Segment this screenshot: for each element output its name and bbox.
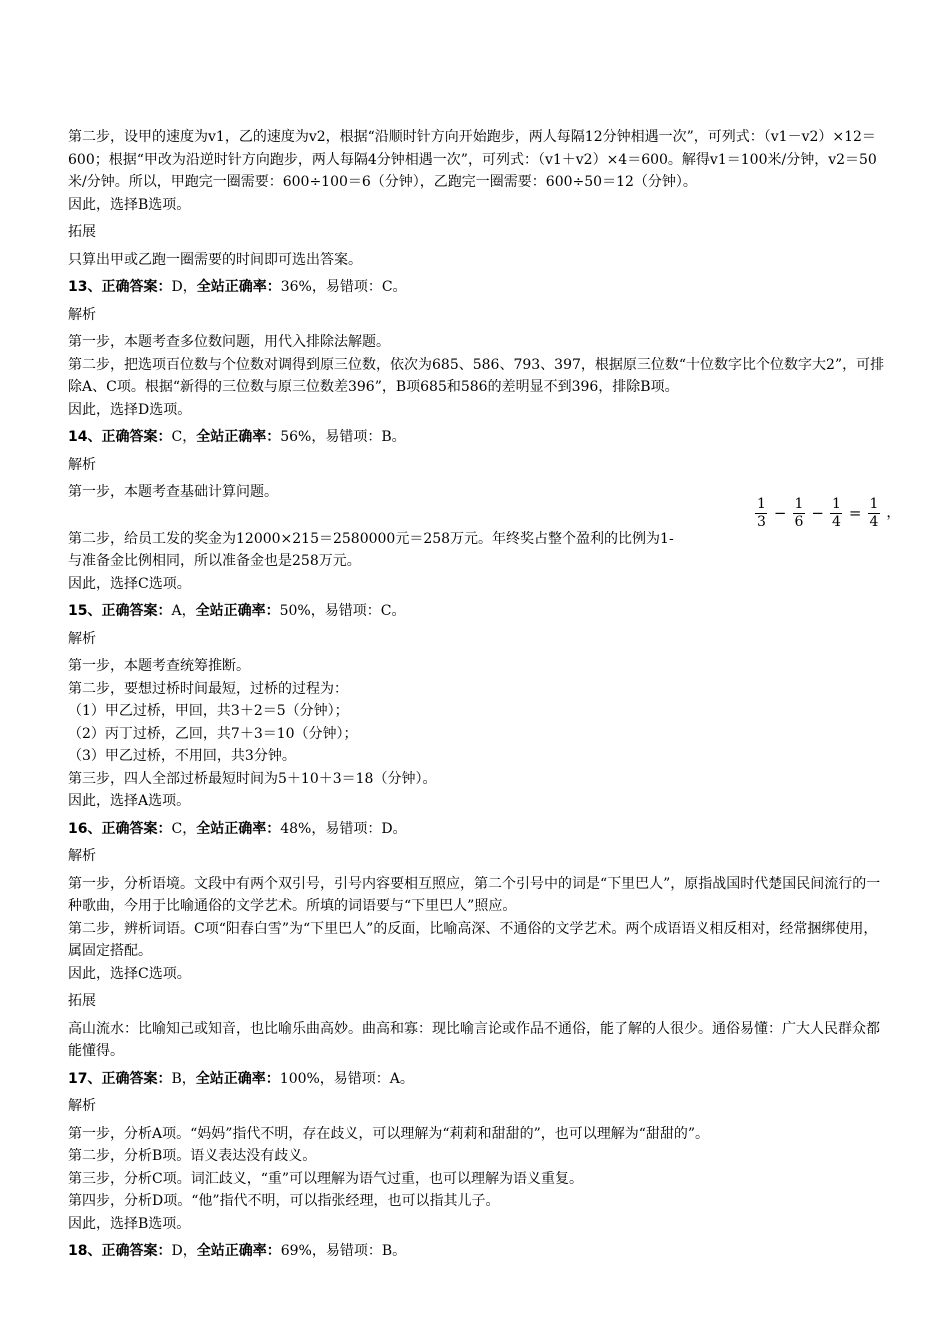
answer-line-17 [68, 1068, 886, 1091]
section-heading: 拓展 [68, 224, 96, 240]
paragraph: 因此，选择C选项。 [68, 965, 191, 982]
answer-value: B， [171, 1070, 196, 1087]
rate-label: 全站正确率： [196, 1243, 281, 1259]
paragraph: （2）丙丁过桥，乙回，共7＋3＝10（分钟）； [68, 725, 358, 742]
fraction: $\frac{1}{6}$ [794, 495, 804, 530]
answer-line-18 [68, 1240, 886, 1263]
operator: − [811, 503, 824, 522]
paragraph: 第一步，分析A项。“妈妈”指代不明，存在歧义，可以理解为“莉莉和甜甜的”，也可以理解为“甜甜的”。 [68, 1125, 710, 1142]
answer-label: 正确答案： [101, 1243, 172, 1259]
fraction-expression [755, 496, 900, 531]
rate-label: 全站正确率： [195, 1070, 280, 1087]
paragraph: 高山流水：比喻知己或知音，也比喻乐曲高妙。曲高和寡：现比喻言论或作品不通俗，能了解的人很少。通俗易懂：广大人民群众都能懂得。 [68, 1020, 880, 1059]
answer-value: C， [171, 429, 197, 445]
operator: − [773, 503, 787, 522]
paragraph: 第二步，设甲的速度为v1，乙的速度为v2，根据“沿顺时针方向开始跑步，两人每隔12分钟相遇一次”，可列式：（v1－v2）×12＝600；根据“甲改为沿逆时针方向跑步，两人每隔4分钟相遇一次”，可列式：（v1＋v2）×4＝600。解得v1＝100米/分钟，v2＝50米/分钟。所以，甲跑完一圈需要：600÷100＝6（分钟），乙跑完一圈需要：600÷50＝12（分钟）。 [68, 129, 877, 190]
paragraph: 只算出甲或乙跑一圈需要的时间即可选出答案。 [68, 251, 362, 268]
rate-value: 69%，易错项：B。 [280, 1243, 407, 1259]
paragraph: 第三步，四人全部过桥最短时间为5＋10＋3＝18（分钟）。 [68, 770, 437, 787]
section-heading: 解析 [68, 1098, 96, 1114]
paragraph: 第二步，分析B项。语义表达没有歧义。 [68, 1148, 317, 1164]
paragraph: 因此，选择A选项。 [68, 793, 191, 809]
paragraph: 第一步，本题考查基础计算问题。 [68, 484, 278, 500]
document-body [68, 126, 901, 1263]
paragraph: 第一步，本题考查统筹推断。 [68, 658, 250, 674]
answer-value: D， [171, 279, 197, 295]
paragraph: 与准备金比例相同，所以准备金也是258万元。 [68, 553, 361, 569]
paragraph: 第二步，辨析词语。C项“阳春白雪”为“下里巴人”的反面，比喻高深、不通俗的文学艺术。两个成语语义相反相对，经常捆绑使用，属固定搭配。 [68, 920, 878, 959]
paragraph: （1）甲乙过桥，甲回，共3＋2＝5（分钟）； [68, 703, 349, 719]
section-heading: 拓展 [68, 993, 96, 1009]
section-heading: 解析 [68, 456, 96, 473]
paragraph: 第一步，分析语境。文段中有两个双引号，引号内容要相互照应，第二个引号中的词是“下里巴人”，原指战国时代楚国民间流行的一种歌曲，今用于比喻通俗的文学艺术。所填的词语要与“下里巴人”照应。 [68, 875, 881, 914]
formula-line [68, 495, 901, 551]
fraction: $\frac{1}{4}$ [869, 495, 879, 530]
answer-label: 正确答案： [101, 1070, 172, 1087]
section-heading: 解析 [68, 630, 96, 647]
rate-label: 全站正确率： [196, 429, 281, 445]
question-number: 14、 [68, 429, 102, 445]
paragraph: 第二步，给员工发的奖金为12000×215＝2580000元＝258万元。年终奖占整个盈利的比例为1- [68, 530, 674, 547]
answer-label: 正确答案： [101, 820, 172, 837]
answer-value: D， [171, 1243, 197, 1259]
rate-value: 50%，易错项：C。 [279, 603, 406, 619]
answer-line-16 [68, 818, 886, 841]
paragraph: 第一步，本题考查多位数问题，用代入排除法解题。 [68, 334, 390, 350]
answer-label: 正确答案： [101, 279, 172, 295]
section-heading: 解析 [68, 848, 96, 864]
fraction: $\frac{1}{3}$ [757, 495, 766, 530]
operator: = [848, 503, 862, 522]
paragraph: 第二步，要想过桥时间最短，过桥的过程为： [68, 680, 348, 697]
question-number: 18、 [68, 1243, 102, 1259]
answer-label: 正确答案： [101, 603, 172, 619]
punctuation: ， [886, 504, 901, 521]
answer-value: C， [171, 820, 197, 837]
question-number: 17、 [68, 1070, 102, 1087]
answer-line-15 [68, 600, 886, 623]
paragraph: 因此，选择B选项。 [68, 196, 191, 213]
answer-line-13 [68, 276, 886, 299]
rate-label: 全站正确率： [196, 279, 281, 295]
paragraph: 因此，选择B选项。 [68, 1215, 191, 1232]
paragraph: 第四步，分析D项。“他”指代不明，可以指张经理，也可以指其儿子。 [68, 1193, 500, 1209]
paragraph: 第三步，分析C项。词汇歧义，“重”可以理解为语气过重，也可以理解为语义重复。 [68, 1170, 584, 1187]
rate-value: 56%，易错项：B。 [280, 429, 406, 445]
paragraph: 因此，选择C选项。 [68, 575, 191, 592]
fraction: $\frac{1}{4}$ [832, 495, 841, 530]
answer-label: 正确答案： [101, 429, 172, 445]
question-number: 15、 [68, 603, 102, 619]
question-number: 16、 [68, 820, 102, 837]
rate-value: 100%，易错项：A。 [279, 1070, 414, 1087]
rate-label: 全站正确率： [196, 820, 281, 837]
question-number: 13、 [68, 279, 102, 295]
rate-label: 全站正确率： [195, 603, 280, 619]
rate-value: 48%，易错项：D。 [280, 820, 407, 837]
rate-value: 36%，易错项：C。 [280, 279, 407, 295]
paragraph: 因此，选择D选项。 [68, 401, 192, 418]
paragraph: （3）甲乙过桥，不用回，共3分钟。 [68, 748, 296, 764]
answer-value: A， [171, 603, 196, 619]
paragraph: 第二步，把选项百位数与个位数对调得到原三位数，依次为685、586、793、397，根据原三位数“十位数字比个位数字大2”，可排除A、C项。根据“新得的三位数与原三位数差396”，B项685和586的差明显不到396，排除B项。 [68, 356, 885, 395]
section-heading: 解析 [68, 306, 96, 323]
answer-line-14 [68, 426, 886, 449]
